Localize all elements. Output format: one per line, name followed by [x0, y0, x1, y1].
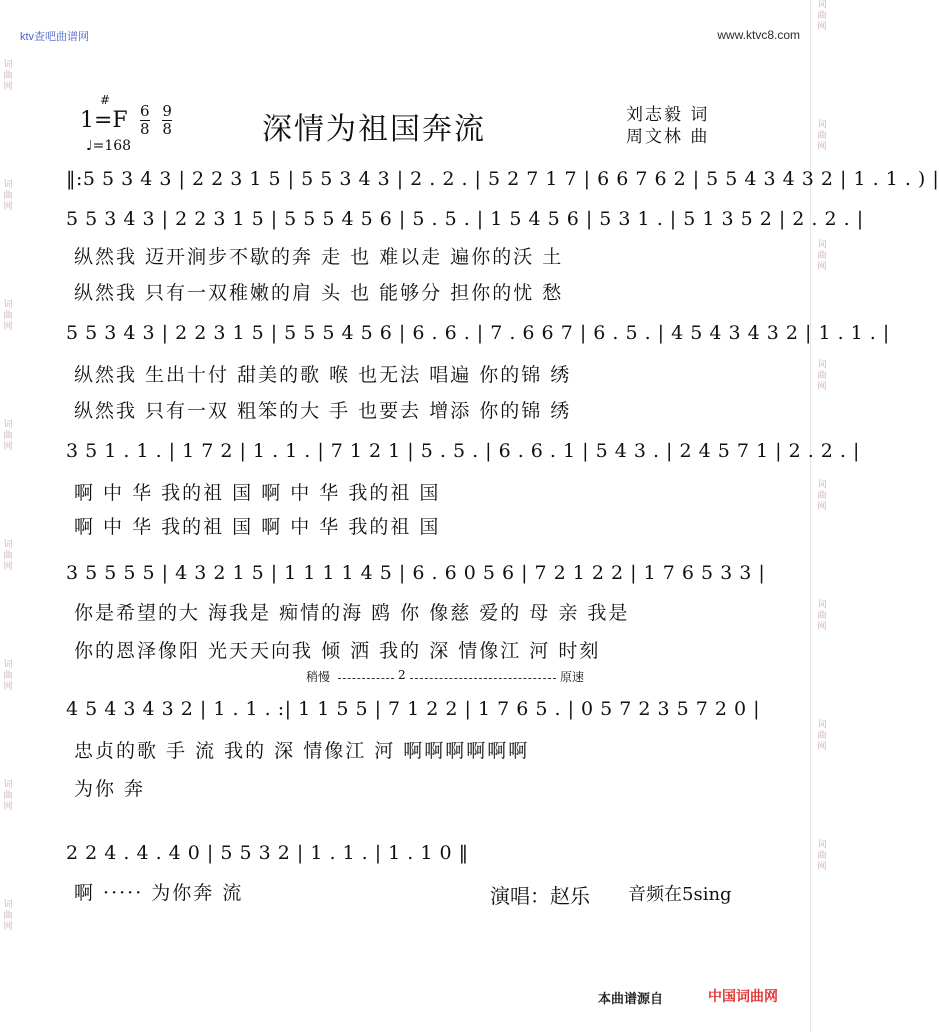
time-denominator: 8: [140, 120, 150, 138]
slow-marking: 稍慢: [306, 670, 331, 684]
notation-line-6: 4 5 4 3 4 3 2 | 1 . 1 . :| 1 1 5 5 | 7 1 2 2 | 1 7 6 5 . | 0 5 7 2 3 5 7 2 0 |: [66, 698, 761, 720]
notation-line-4: 3 5 1 . 1 . | 1 7 2 | 1 . 1 . | 7 1 2 1 | 5 . 5 . | 6 . 6 . 1 | 5 4 3 . | 2 4 5 7 1 | 2 . 2 . |: [66, 440, 860, 462]
tempo-marking: ♩=168: [86, 138, 132, 154]
notation-line-5: 3 5 5 5 5 | 4 3 2 1 5 | 1 1 1 1 4 5 | 6 . 6 0 5 6 | 7 2 1 2 2 | 1 7 6 5 3 3 |: [66, 562, 766, 584]
watermark-text: 词曲网: [817, 120, 827, 152]
audio-source-note: 音频在5sing: [628, 884, 732, 905]
slow-dash-line: [338, 678, 394, 679]
notation-line-2: 5 5 3 4 3 | 2 2 3 1 5 | 5 5 5 4 5 6 | 5 . 5 . | 1 5 4 5 6 | 5 3 1 . | 5 1 3 5 2 | 2 . 2 . |: [66, 208, 864, 230]
watermark-text: 词曲网: [3, 660, 13, 692]
lyric-verse-2: 为你 奔: [74, 778, 146, 800]
lyric-verse-1: 啊 ····· 为你奔 流: [74, 882, 244, 904]
time-denominator: 8: [162, 120, 172, 138]
lyricist-credit: 刘志毅 词: [626, 105, 710, 125]
site-brand: ktv查吧曲谱网: [20, 31, 90, 43]
composer-credit: 周文林 曲: [626, 127, 710, 147]
key-signature: 1=F: [80, 108, 128, 133]
time-numerator: 9: [162, 102, 172, 120]
lyric-verse-1: 纵然我 生出十付 甜美的歌 喉 也无法 唱遍 你的锦 绣: [74, 364, 572, 386]
watermark-text: 词曲网: [817, 0, 827, 32]
page-border: [810, 0, 811, 1032]
site-url[interactable]: www.ktvc8.com: [717, 28, 800, 42]
lyric-verse-2: 啊 中 华 我的祖 国 啊 中 华 我的祖 国: [74, 516, 441, 538]
watermark-text: 词曲网: [817, 240, 827, 272]
time-numerator: 6: [140, 102, 150, 120]
watermark-text: 词曲网: [3, 300, 13, 332]
watermark-text: 词曲网: [817, 600, 827, 632]
watermark-text: 词曲网: [3, 900, 13, 932]
singer-credit: 演唱：赵乐: [490, 884, 590, 908]
notation-line-7: 2 2 4 . 4 . 4 0 | 5 5 3 2 | 1 . 1 . | 1 . 1 0 ‖: [66, 842, 469, 864]
lyric-verse-1: 啊 中 华 我的祖 国 啊 中 华 我的祖 国: [74, 482, 441, 504]
song-title: 深情为祖国奔流: [262, 112, 486, 147]
footer-site-link[interactable]: 中国词曲网: [708, 988, 778, 1004]
key-sharp: #: [100, 93, 111, 107]
time-signature-2: [162, 104, 172, 137]
lyric-verse-2: 你的恩泽像阳 光天天向我 倾 洒 我的 深 情像江 河 时刻: [74, 640, 601, 662]
lyric-verse-2: 纵然我 只有一双 粗笨的大 手 也要去 增添 你的锦 绣: [74, 400, 572, 422]
notation-line-3: 5 5 3 4 3 | 2 2 3 1 5 | 5 5 5 4 5 6 | 6 . 6 . | 7 . 6 6 7 | 6 . 5 . | 4 5 4 3 4 3 2 | 1 . 1 . |: [66, 322, 890, 344]
lyric-verse-1: 忠贞的歌 手 流 我的 深 情像江 河 啊啊啊啊啊啊: [74, 740, 530, 762]
watermark-text: 词曲网: [817, 840, 827, 872]
lyric-verse-1: 你是希望的大 海我是 痴情的海 鸥 你 像慈 爱的 母 亲 我是: [74, 602, 630, 624]
notation-line-1: ‖:5 5 3 4 3 | 2 2 3 1 5 | 5 5 3 4 3 | 2 . 2 . | 5 2 7 1 7 | 6 6 7 6 2 | 5 5 4 3 4 3 2 | 1 . 1 . ) |: [66, 168, 939, 190]
watermark-text: 词曲网: [817, 720, 827, 752]
watermark-text: 词曲网: [3, 540, 13, 572]
right-watermark-strip: [814, 0, 830, 1032]
left-watermark-strip: [0, 0, 16, 1032]
watermark-text: 词曲网: [817, 360, 827, 392]
watermark-text: 词曲网: [3, 60, 13, 92]
watermark-text: 词曲网: [3, 180, 13, 212]
time-signatures: [140, 104, 180, 137]
lyric-verse-2: 纵然我 只有一双稚嫩的肩 头 也 能够分 担你的忧 愁: [74, 282, 564, 304]
watermark-text: 词曲网: [817, 480, 827, 512]
lyric-verse-1: 纵然我 迈开涧步不歇的奔 走 也 难以走 遍你的沃 土: [74, 246, 564, 268]
watermark-text: 词曲网: [3, 420, 13, 452]
watermark-text: 词曲网: [3, 780, 13, 812]
ending-dash-line: [410, 678, 556, 679]
second-ending-marking: 2: [398, 668, 406, 682]
footer-source-label: 本曲谱源自: [598, 991, 664, 1006]
credits: [626, 104, 709, 148]
original-tempo-marking: 原速: [560, 670, 585, 684]
time-signature-1: [140, 104, 150, 137]
